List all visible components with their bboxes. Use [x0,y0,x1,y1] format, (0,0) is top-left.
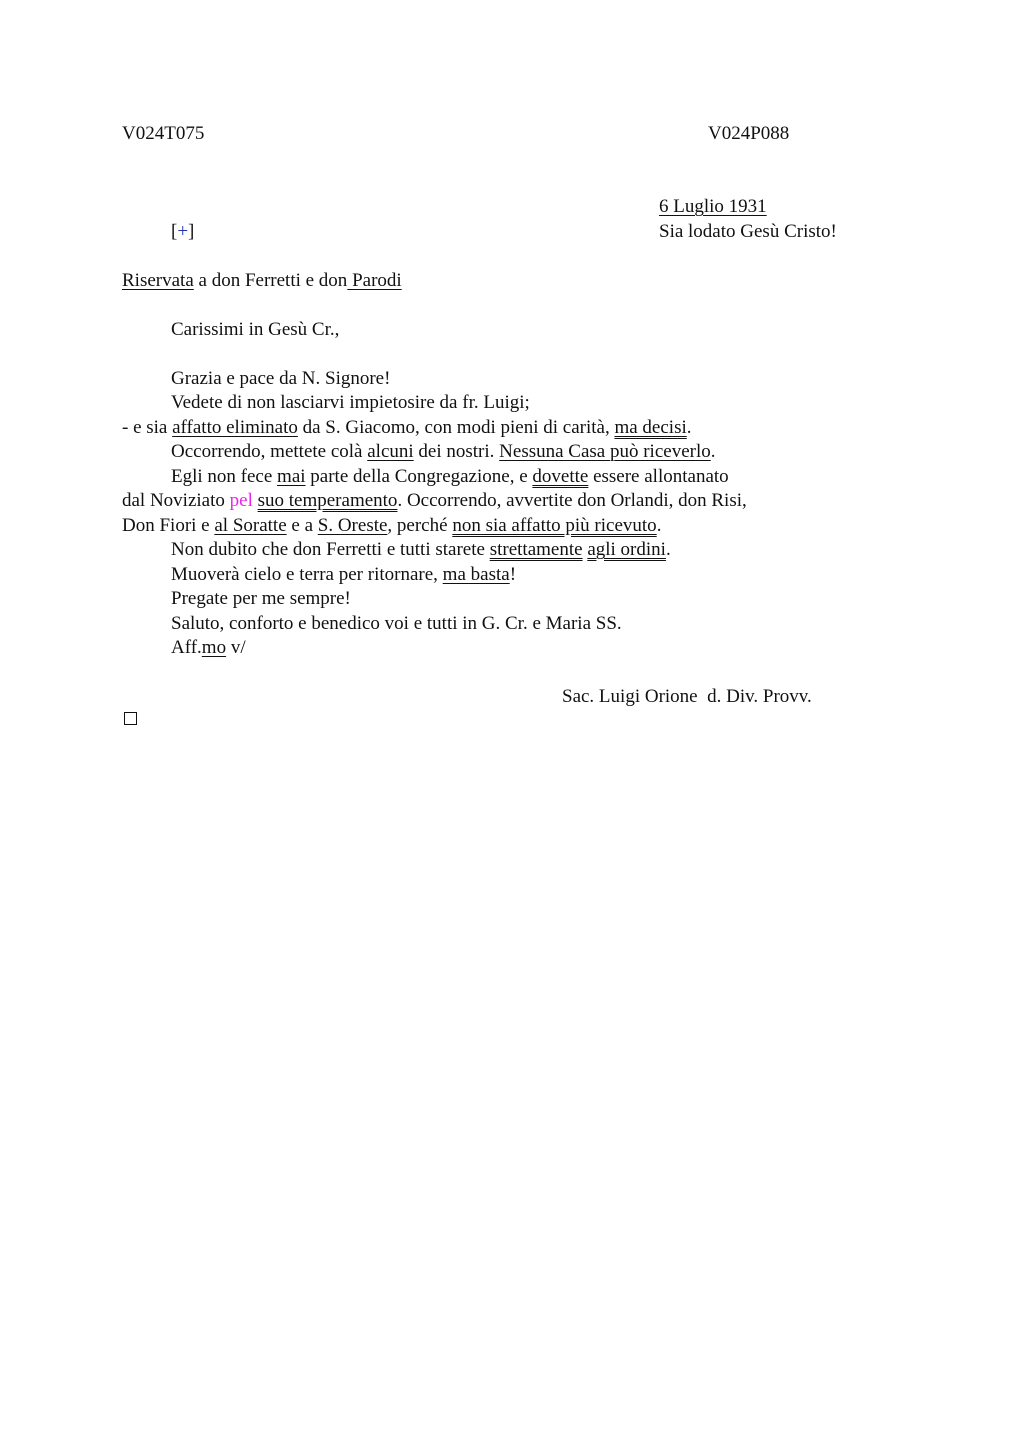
body-line-7: Don Fiori e al Soratte e a S. Oreste, perché non sia affatto più ricevuto. [122,515,662,536]
body-line-3: - e sia affatto eliminato da S. Giacomo, con modi pieni di carità, ma decisi. [122,417,692,438]
body-line-8: Non dubito che don Ferretti e tutti starete strettamente agli ordini. [171,539,671,560]
closing-line: Aff.mo v/ [171,637,246,658]
letter-greeting: Sia lodato Gesù Cristo! [659,221,837,242]
end-box-icon [124,712,137,725]
body-line-5: Egli non fece mai parte della Congregazione, e dovette essere allontanato [171,466,729,487]
body-line-11: Saluto, conforto e benedico voi e tutti in G. Cr. e Maria SS. [171,613,622,634]
header-right-code: V024P088 [708,123,790,144]
body-line-2: Vedete di non lasciarvi impietosire da fr. Luigi; [171,392,530,413]
cross-symbol: + [177,221,189,242]
signature: Sac. Luigi Orione d. Div. Provv. [562,686,812,707]
highlighted-word: pel [229,490,253,511]
salutation: Carissimi in Gesù Cr., [171,319,340,340]
body-line-4: Occorrendo, mettete colà alcuni dei nostri. Nessuna Casa può riceverlo. [171,441,716,462]
letter-date: 6 Luglio 1931 [659,196,767,217]
addressee-line: Riservata a don Ferretti e don Parodi [122,270,402,291]
reserved-label: Riservata [122,270,194,291]
header-left-code: V024T075 [122,123,205,144]
body-line-9: Muoverà cielo e terra per ritornare, ma basta! [171,564,517,585]
body-line-10: Pregate per me sempre! [171,588,351,609]
body-line-1: Grazia e pace da N. Signore! [171,368,391,389]
addressee-name: Parodi [347,270,402,291]
body-line-6: dal Noviziato pel suo temperamento. Occorrendo, avvertite don Orlandi, don Risi, [122,490,747,511]
cross-mark: [+] [171,221,195,242]
